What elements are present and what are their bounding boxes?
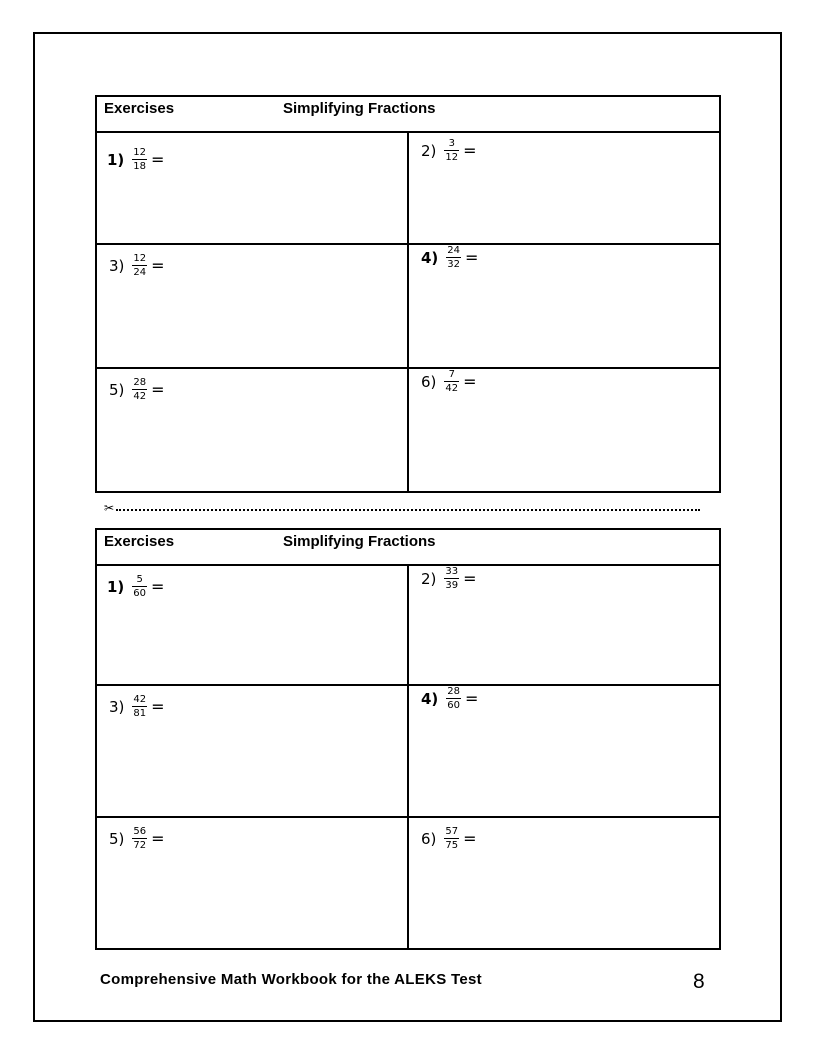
problem-cell xyxy=(409,566,719,686)
problem-cell xyxy=(97,686,409,818)
exercise-sheet-2 xyxy=(95,528,721,950)
denominator: 12 xyxy=(445,152,459,163)
denominator: 24 xyxy=(133,267,147,278)
fraction xyxy=(444,138,459,163)
numerator: 56 xyxy=(133,826,147,837)
fraction xyxy=(132,694,147,719)
sheet-title: Simplifying Fractions xyxy=(283,100,436,117)
page-number: 8 xyxy=(693,970,705,993)
fraction xyxy=(446,686,461,711)
problem-number: 5) xyxy=(109,829,125,848)
fraction xyxy=(132,253,147,278)
equals-sign: = xyxy=(463,569,477,588)
numerator: 42 xyxy=(133,694,147,705)
problem-number: 3) xyxy=(109,256,125,275)
numerator: 28 xyxy=(447,686,461,697)
problem xyxy=(421,245,478,270)
fraction xyxy=(132,377,147,402)
fraction xyxy=(444,826,459,851)
problem xyxy=(109,826,165,851)
equals-sign: = xyxy=(463,829,477,848)
numerator: 33 xyxy=(445,566,459,577)
denominator: 18 xyxy=(133,161,147,172)
problem-cell xyxy=(409,245,719,369)
problem-cell xyxy=(97,245,409,369)
numerator: 7 xyxy=(448,369,455,380)
fraction-bar xyxy=(132,159,147,160)
problem xyxy=(109,253,165,278)
problem-number: 6) xyxy=(421,829,437,848)
sheet-label: Exercises xyxy=(104,100,175,117)
numerator: 57 xyxy=(445,826,459,837)
dotted-cut-guide xyxy=(116,509,700,511)
equals-sign: = xyxy=(151,697,165,716)
problem-number: 1) xyxy=(107,577,125,596)
numerator: 12 xyxy=(133,147,147,158)
problem xyxy=(421,138,477,163)
fraction-bar xyxy=(132,389,147,390)
fraction xyxy=(132,826,147,851)
equals-sign: = xyxy=(151,577,165,596)
fraction-bar xyxy=(132,838,147,839)
equals-sign: = xyxy=(463,141,477,160)
denominator: 75 xyxy=(445,840,459,851)
problem-number: 1) xyxy=(107,150,125,169)
equals-sign: = xyxy=(151,829,165,848)
equals-sign: = xyxy=(151,256,165,275)
fraction-bar xyxy=(132,586,147,587)
equals-sign: = xyxy=(151,150,165,169)
denominator: 60 xyxy=(133,588,147,599)
problem xyxy=(421,566,477,591)
problem xyxy=(109,377,165,402)
problem-cell xyxy=(409,686,719,818)
numerator: 12 xyxy=(133,253,147,264)
denominator: 32 xyxy=(447,259,461,270)
fraction xyxy=(132,574,147,599)
fraction xyxy=(444,369,459,394)
sheet-header xyxy=(97,97,719,133)
fraction-bar xyxy=(446,257,461,258)
problem-number: 2) xyxy=(421,569,437,588)
problem-number: 6) xyxy=(421,372,437,391)
problem-number: 4) xyxy=(421,689,439,708)
problem-grid xyxy=(97,566,719,948)
fraction xyxy=(132,147,147,172)
equals-sign: = xyxy=(463,372,477,391)
equals-sign: = xyxy=(151,380,165,399)
denominator: 39 xyxy=(445,580,459,591)
problem-grid xyxy=(97,133,719,491)
fraction-bar xyxy=(132,706,147,707)
fraction-bar xyxy=(444,150,459,151)
numerator: 3 xyxy=(448,138,455,149)
fraction-bar xyxy=(444,578,459,579)
problem-cell xyxy=(97,369,409,491)
problem-number: 2) xyxy=(421,141,437,160)
problem-number: 5) xyxy=(109,380,125,399)
problem xyxy=(421,826,477,851)
problem-cell xyxy=(97,566,409,686)
fraction-bar xyxy=(444,838,459,839)
problem xyxy=(109,694,165,719)
numerator: 24 xyxy=(447,245,461,256)
problem-number: 3) xyxy=(109,697,125,716)
book-title: Comprehensive Math Workbook for the ALEKS Test xyxy=(100,971,482,988)
problem xyxy=(421,686,478,711)
equals-sign: = xyxy=(465,248,479,267)
fraction-bar xyxy=(132,265,147,266)
sheet-label: Exercises xyxy=(104,533,175,550)
exercise-sheet-1 xyxy=(95,95,721,493)
denominator: 60 xyxy=(447,700,461,711)
cut-line xyxy=(104,501,700,515)
problem-number: 4) xyxy=(421,248,439,267)
problem-cell xyxy=(409,369,719,491)
problem-cell xyxy=(409,818,719,948)
sheet-header xyxy=(97,530,719,566)
scissors-icon: ✂ xyxy=(104,501,115,515)
fraction-bar xyxy=(446,698,461,699)
numerator: 28 xyxy=(133,377,147,388)
problem xyxy=(107,574,164,599)
numerator: 5 xyxy=(136,574,143,585)
denominator: 42 xyxy=(445,383,459,394)
denominator: 72 xyxy=(133,840,147,851)
sheet-title: Simplifying Fractions xyxy=(283,533,436,550)
problem-cell xyxy=(97,133,409,245)
problem-cell xyxy=(97,818,409,948)
denominator: 42 xyxy=(133,391,147,402)
problem xyxy=(421,369,477,394)
fraction-bar xyxy=(444,381,459,382)
problem-cell xyxy=(409,133,719,245)
equals-sign: = xyxy=(465,689,479,708)
problem xyxy=(107,147,164,172)
denominator: 81 xyxy=(133,708,147,719)
fraction xyxy=(446,245,461,270)
fraction xyxy=(444,566,459,591)
